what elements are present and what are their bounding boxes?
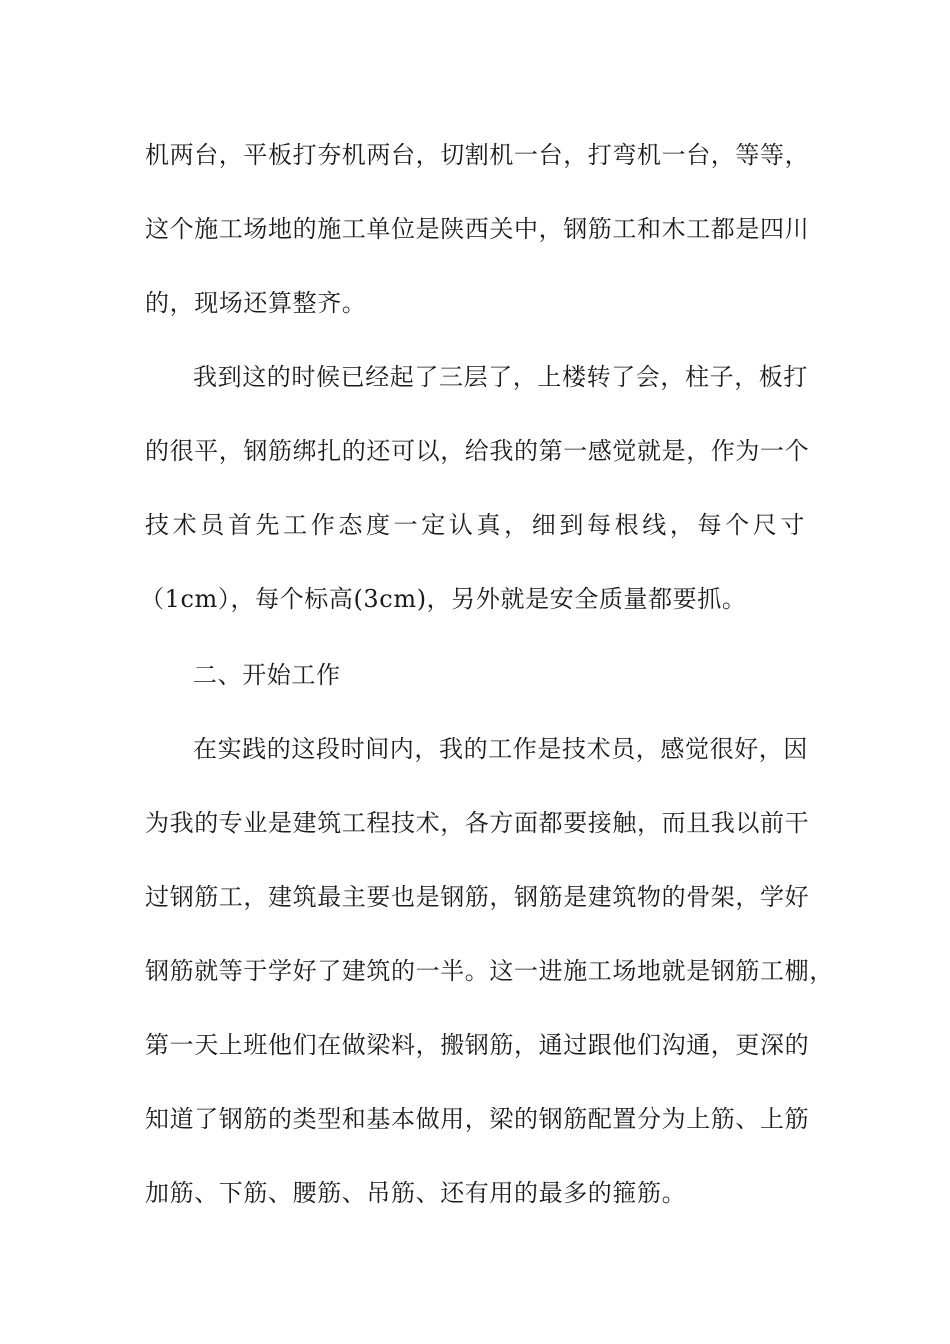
text-line: 机两台，平板打夯机两台，切割机一台，打弯机一台，等等， xyxy=(145,141,810,169)
text-line: 技术员首先工作态度一定认真，细到每根线，每个尺寸 xyxy=(145,511,805,539)
text-line: 钢筋就等于学好了建筑的一半。这一进施工场地就是钢筋工棚， xyxy=(145,957,834,985)
text-line: 第一天上班他们在做梁料，搬钢筋，通过跟他们沟通，更深的 xyxy=(145,1031,810,1059)
paragraph-first-line: 在实践的这段时间内，我的工作是技术员，感觉很好，因 xyxy=(193,735,808,763)
text-line: 这个施工场地的施工单位是陕西关中，钢筋工和木工都是四川 xyxy=(145,215,810,243)
paragraph-first-line: 我到这的时候已经起了三层了，上楼转了会，柱子，板打 xyxy=(193,363,808,391)
text-line: 的很平，钢筋绑扎的还可以，给我的第一感觉就是，作为一个 xyxy=(145,437,810,465)
text-line: 加筋、下筋、腰筋、吊筋、还有用的最多的箍筋。 xyxy=(145,1179,687,1207)
section-heading: 二、开始工作 xyxy=(193,661,341,689)
text-line: 知道了钢筋的类型和基本做用，梁的钢筋配置分为上筋、上筋 xyxy=(145,1105,810,1133)
text-line: （1cm），每个标高(3cm)，另外就是安全质量都要抓。 xyxy=(140,585,747,613)
text-line: 为我的专业是建筑工程技术，各方面都要接触，而且我以前干 xyxy=(145,809,810,837)
text-line: 过钢筋工，建筑最主要也是钢筋，钢筋是建筑物的骨架，学好 xyxy=(145,883,810,911)
text-line: 的，现场还算整齐。 xyxy=(145,289,367,317)
